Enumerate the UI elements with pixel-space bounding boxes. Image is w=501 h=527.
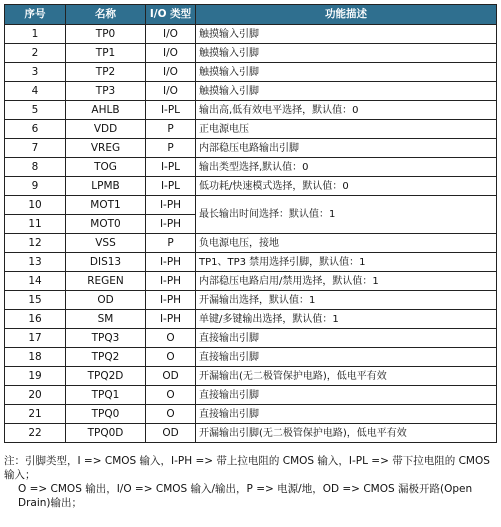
table-row	[5, 63, 497, 82]
pin-name: VSS	[66, 234, 146, 253]
table-row	[5, 25, 497, 44]
pin-number: 2	[5, 44, 66, 63]
pin-name: DIS13	[66, 253, 146, 272]
header-no: 序号	[5, 5, 66, 25]
pin-number: 10	[5, 196, 66, 215]
pin-io-type: I-PL	[146, 101, 196, 120]
pin-description: 开漏输出选择，默认值：1	[196, 291, 497, 310]
pin-name: TPQ0	[66, 405, 146, 424]
pin-io-type: I-PH	[146, 253, 196, 272]
pin-name: TP1	[66, 44, 146, 63]
pin-io-type: I/O	[146, 82, 196, 101]
table-row	[5, 310, 497, 329]
pin-io-type: I-PH	[146, 215, 196, 234]
pin-name: TPQ3	[66, 329, 146, 348]
table-row	[5, 158, 497, 177]
pin-number: 5	[5, 101, 66, 120]
pin-number: 18	[5, 348, 66, 367]
pin-number: 22	[5, 424, 66, 443]
table-row	[5, 329, 497, 348]
pin-description: 开漏输出引脚(无二极管保护电路)，低电平有效	[196, 424, 497, 443]
pin-name: TPQ2D	[66, 367, 146, 386]
pin-io-type: P	[146, 234, 196, 253]
pin-number: 14	[5, 272, 66, 291]
pin-number: 3	[5, 63, 66, 82]
pin-name: TPQ1	[66, 386, 146, 405]
pin-io-type: I-PH	[146, 291, 196, 310]
pin-io-type: O	[146, 348, 196, 367]
pin-io-type: I/O	[146, 25, 196, 44]
pin-description: 内部稳压电路输出引脚	[196, 139, 497, 158]
pin-number: 13	[5, 253, 66, 272]
pin-number: 12	[5, 234, 66, 253]
pin-io-type: P	[146, 120, 196, 139]
pin-number: 20	[5, 386, 66, 405]
pin-io-type: OD	[146, 367, 196, 386]
pin-io-type: P	[146, 139, 196, 158]
pin-name: OD	[66, 291, 146, 310]
header-description: 功能描述	[196, 5, 497, 25]
pin-io-type: O	[146, 329, 196, 348]
pin-number: 9	[5, 177, 66, 196]
header-name: 名称	[66, 5, 146, 25]
pin-description: 直接输出引脚	[196, 329, 497, 348]
pin-io-type: I/O	[146, 63, 196, 82]
pin-name: TP2	[66, 63, 146, 82]
pin-number: 8	[5, 158, 66, 177]
pin-name: TP3	[66, 82, 146, 101]
table-row	[5, 139, 497, 158]
pin-io-type: I-PL	[146, 177, 196, 196]
pin-description: 输出类型选择,默认值：0	[196, 158, 497, 177]
pin-number: 1	[5, 25, 66, 44]
table-row	[5, 101, 497, 120]
table-row	[5, 348, 497, 367]
table-row	[5, 177, 497, 196]
pin-name: AHLB	[66, 101, 146, 120]
pin-description: 直接输出引脚	[196, 348, 497, 367]
table-row	[5, 272, 497, 291]
pin-description: 输出高,低有效电平选择，默认值：0	[196, 101, 497, 120]
pin-description: 直接输出引脚	[196, 386, 497, 405]
pin-description: 最长输出时间选择：默认值：1	[196, 196, 497, 234]
table-row	[5, 120, 497, 139]
pin-description: 直接输出引脚	[196, 405, 497, 424]
pin-io-type: O	[146, 386, 196, 405]
pin-number: 19	[5, 367, 66, 386]
pin-name: MOT1	[66, 196, 146, 215]
pin-number: 21	[5, 405, 66, 424]
pin-number: 11	[5, 215, 66, 234]
note-line-2: O => CMOS 输出，I/O => CMOS 输入/输出，P => 电源/地，OD => CMOS 漏极开路(Open Drain)输出；	[18, 483, 473, 509]
table-row	[5, 196, 497, 215]
notes	[4, 454, 496, 510]
pin-io-type: I-PL	[146, 158, 196, 177]
table-row	[5, 386, 497, 405]
pin-io-type: I-PH	[146, 272, 196, 291]
pin-number: 6	[5, 120, 66, 139]
pin-number: 15	[5, 291, 66, 310]
table-row	[5, 44, 497, 63]
pin-name: VREG	[66, 139, 146, 158]
pin-description: 正电源电压	[196, 120, 497, 139]
table-row	[5, 367, 497, 386]
pin-name: REGEN	[66, 272, 146, 291]
pin-table-body	[5, 25, 497, 443]
pin-io-type: I-PH	[146, 196, 196, 215]
pin-io-type: I-PH	[146, 310, 196, 329]
pin-description: 负电源电压，接地	[196, 234, 497, 253]
pin-io-type: O	[146, 405, 196, 424]
pin-number: 16	[5, 310, 66, 329]
table-row	[5, 234, 497, 253]
pin-name: MOT0	[66, 215, 146, 234]
pin-io-type: OD	[146, 424, 196, 443]
pin-description: 内部稳压电路启用/禁用选择，默认值：1	[196, 272, 497, 291]
pin-description: 低功耗/快速模式选择，默认值：0	[196, 177, 497, 196]
pin-name: TOG	[66, 158, 146, 177]
pin-description: 触摸输入引脚	[196, 25, 497, 44]
header-row	[5, 5, 497, 25]
table-row	[5, 405, 497, 424]
pin-name: SM	[66, 310, 146, 329]
pin-io-type: I/O	[146, 44, 196, 63]
note-line-1: 注：引脚类型，I => CMOS 输入，I-PH => 带上拉电阻的 CMOS 输入，I-PL => 带下拉电阻的 CMOS 输入；	[4, 455, 490, 481]
pin-name: TP0	[66, 25, 146, 44]
pin-name: TPQ0D	[66, 424, 146, 443]
header-io-type: I/O 类型	[146, 5, 196, 25]
pin-description: 触摸输入引脚	[196, 63, 497, 82]
pin-description: 单键/多键输出选择，默认值：1	[196, 310, 497, 329]
pin-number: 17	[5, 329, 66, 348]
pin-table	[4, 4, 497, 443]
pin-description: TP1、TP3 禁用选择引脚，默认值：1	[196, 253, 497, 272]
table-row	[5, 253, 497, 272]
table-row	[5, 424, 497, 443]
pin-name: TPQ2	[66, 348, 146, 367]
table-row	[5, 82, 497, 101]
pin-name: LPMB	[66, 177, 146, 196]
pin-number: 7	[5, 139, 66, 158]
pin-description: 触摸输入引脚	[196, 82, 497, 101]
pin-description: 触摸输入引脚	[196, 44, 497, 63]
pin-name: VDD	[66, 120, 146, 139]
table-row	[5, 291, 497, 310]
pin-description: 开漏输出(无二极管保护电路)，低电平有效	[196, 367, 497, 386]
pin-number: 4	[5, 82, 66, 101]
